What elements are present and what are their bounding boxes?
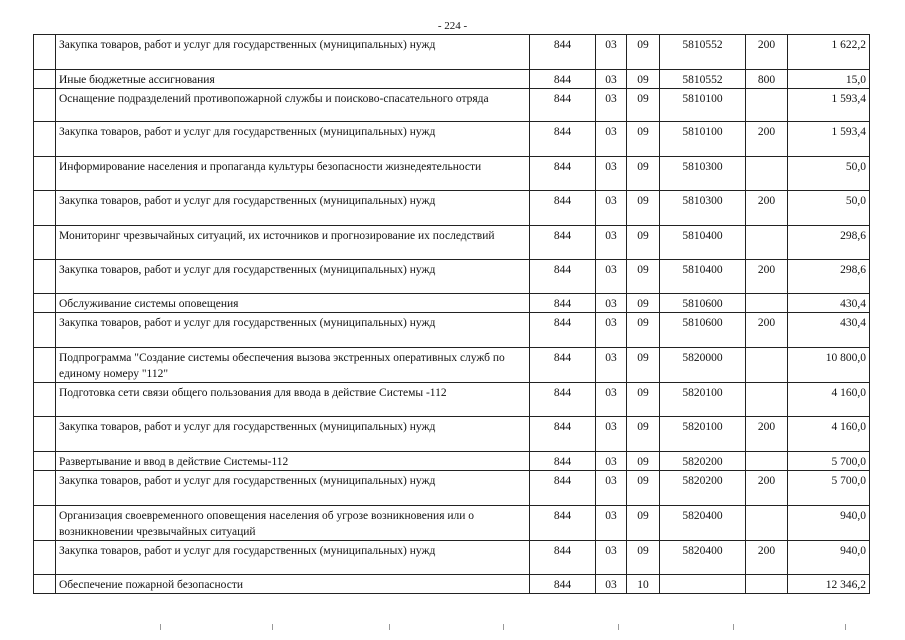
row-csr: 5810600 xyxy=(660,313,746,348)
row-name: Подпрограмма "Создание системы обеспечения вызова экстренных оперативных служб по единому номеру "112" xyxy=(56,348,530,383)
row-pr: 09 xyxy=(627,70,660,89)
row-csr: 5820000 xyxy=(660,348,746,383)
row-vr xyxy=(746,506,788,541)
row-index-cell xyxy=(34,471,56,506)
row-rz: 03 xyxy=(596,122,627,157)
row-index-cell xyxy=(34,260,56,294)
row-index-cell xyxy=(34,89,56,122)
row-csr: 5810100 xyxy=(660,89,746,122)
row-ved: 844 xyxy=(530,541,596,575)
row-sum: 10 800,0 xyxy=(788,348,870,383)
row-name: Закупка товаров, работ и услуг для государственных (муниципальных) нужд xyxy=(56,417,530,452)
row-index-cell xyxy=(34,191,56,226)
row-ved: 844 xyxy=(530,575,596,594)
row-csr: 5810300 xyxy=(660,157,746,191)
row-pr: 09 xyxy=(627,313,660,348)
row-rz: 03 xyxy=(596,89,627,122)
row-pr: 09 xyxy=(627,506,660,541)
row-rz: 03 xyxy=(596,575,627,594)
row-vr xyxy=(746,226,788,260)
row-pr: 09 xyxy=(627,35,660,70)
row-name: Закупка товаров, работ и услуг для государственных (муниципальных) нужд xyxy=(56,471,530,506)
row-name: Закупка товаров, работ и услуг для государственных (муниципальных) нужд xyxy=(56,541,530,575)
row-rz: 03 xyxy=(596,471,627,506)
row-rz: 03 xyxy=(596,313,627,348)
row-name: Оснащение подразделений противопожарной службы и поисково-спасательного отряда xyxy=(56,89,530,122)
scan-mark xyxy=(389,624,390,630)
row-csr: 5820100 xyxy=(660,383,746,417)
table-row xyxy=(34,35,870,70)
row-vr: 200 xyxy=(746,35,788,70)
row-ved: 844 xyxy=(530,506,596,541)
row-csr: 5810552 xyxy=(660,35,746,70)
row-sum: 940,0 xyxy=(788,541,870,575)
row-rz: 03 xyxy=(596,541,627,575)
row-name: Закупка товаров, работ и услуг для государственных (муниципальных) нужд xyxy=(56,313,530,348)
row-csr: 5820100 xyxy=(660,417,746,452)
table-row xyxy=(34,383,870,417)
table-row xyxy=(34,260,870,294)
row-ved: 844 xyxy=(530,452,596,471)
row-rz: 03 xyxy=(596,260,627,294)
page-number: - 224 - xyxy=(437,20,468,32)
row-index-cell xyxy=(34,383,56,417)
row-ved: 844 xyxy=(530,157,596,191)
row-csr: 5810300 xyxy=(660,191,746,226)
table-row xyxy=(34,348,870,383)
row-name: Обслуживание системы оповещения xyxy=(56,294,530,313)
row-vr xyxy=(746,294,788,313)
row-ved: 844 xyxy=(530,471,596,506)
row-sum: 5 700,0 xyxy=(788,452,870,471)
row-index-cell xyxy=(34,157,56,191)
row-sum: 50,0 xyxy=(788,191,870,226)
row-name: Закупка товаров, работ и услуг для государственных (муниципальных) нужд xyxy=(56,35,530,70)
budget-table-body xyxy=(34,35,870,594)
row-rz: 03 xyxy=(596,417,627,452)
row-pr: 09 xyxy=(627,260,660,294)
row-pr: 09 xyxy=(627,294,660,313)
row-name: Организация своевременного оповещения населения об угрозе возникновения или о возникновении чрезвычайных ситуаций xyxy=(56,506,530,541)
scan-mark xyxy=(272,624,273,630)
row-csr: 5820200 xyxy=(660,471,746,506)
table-row xyxy=(34,191,870,226)
row-sum: 940,0 xyxy=(788,506,870,541)
row-index-cell xyxy=(34,506,56,541)
row-ved: 844 xyxy=(530,294,596,313)
row-sum: 430,4 xyxy=(788,294,870,313)
table-row xyxy=(34,313,870,348)
row-rz: 03 xyxy=(596,191,627,226)
row-sum: 1 622,2 xyxy=(788,35,870,70)
table-row xyxy=(34,89,870,122)
row-index-cell xyxy=(34,122,56,157)
row-rz: 03 xyxy=(596,35,627,70)
table-row xyxy=(34,541,870,575)
row-pr: 09 xyxy=(627,541,660,575)
table-row xyxy=(34,157,870,191)
row-sum: 12 346,2 xyxy=(788,575,870,594)
row-ved: 844 xyxy=(530,260,596,294)
scan-mark xyxy=(845,624,846,630)
row-sum: 298,6 xyxy=(788,226,870,260)
row-ved: 844 xyxy=(530,226,596,260)
row-index-cell xyxy=(34,313,56,348)
row-sum: 430,4 xyxy=(788,313,870,348)
row-index-cell xyxy=(34,348,56,383)
row-rz: 03 xyxy=(596,157,627,191)
row-vr xyxy=(746,89,788,122)
table-row xyxy=(34,452,870,471)
row-rz: 03 xyxy=(596,452,627,471)
row-name: Информирование населения и пропаганда культуры безопасности жизнедеятельности xyxy=(56,157,530,191)
row-csr: 5820200 xyxy=(660,452,746,471)
row-vr: 200 xyxy=(746,541,788,575)
row-name: Иные бюджетные ассигнования xyxy=(56,70,530,89)
row-rz: 03 xyxy=(596,348,627,383)
row-sum: 4 160,0 xyxy=(788,383,870,417)
row-sum: 5 700,0 xyxy=(788,471,870,506)
row-vr xyxy=(746,348,788,383)
row-index-cell xyxy=(34,70,56,89)
row-name: Мониторинг чрезвычайных ситуаций, их источников и прогнозирование их последствий xyxy=(56,226,530,260)
row-pr: 09 xyxy=(627,191,660,226)
row-name: Закупка товаров, работ и услуг для государственных (муниципальных) нужд xyxy=(56,191,530,226)
row-pr: 09 xyxy=(627,471,660,506)
row-csr: 5810100 xyxy=(660,122,746,157)
row-index-cell xyxy=(34,226,56,260)
row-index-cell xyxy=(34,575,56,594)
row-csr xyxy=(660,575,746,594)
row-vr: 200 xyxy=(746,122,788,157)
row-rz: 03 xyxy=(596,383,627,417)
scan-mark xyxy=(503,624,504,630)
scan-mark xyxy=(618,624,619,630)
row-name: Обеспечение пожарной безопасности xyxy=(56,575,530,594)
row-rz: 03 xyxy=(596,70,627,89)
row-name: Закупка товаров, работ и услуг для государственных (муниципальных) нужд xyxy=(56,122,530,157)
table-row xyxy=(34,70,870,89)
table-row xyxy=(34,417,870,452)
row-rz: 03 xyxy=(596,506,627,541)
row-sum: 4 160,0 xyxy=(788,417,870,452)
row-pr: 09 xyxy=(627,89,660,122)
row-pr: 10 xyxy=(627,575,660,594)
row-ved: 844 xyxy=(530,191,596,226)
row-vr xyxy=(746,157,788,191)
row-pr: 09 xyxy=(627,157,660,191)
row-index-cell xyxy=(34,417,56,452)
row-csr: 5820400 xyxy=(660,541,746,575)
row-csr: 5810400 xyxy=(660,226,746,260)
table-row xyxy=(34,226,870,260)
row-vr: 200 xyxy=(746,471,788,506)
scan-edge-marks xyxy=(0,620,905,640)
row-sum: 298,6 xyxy=(788,260,870,294)
row-name: Подготовка сети связи общего пользования для ввода в действие Системы -112 xyxy=(56,383,530,417)
row-pr: 09 xyxy=(627,122,660,157)
table-row xyxy=(34,575,870,594)
row-pr: 09 xyxy=(627,417,660,452)
scan-mark xyxy=(733,624,734,630)
row-ved: 844 xyxy=(530,70,596,89)
row-vr: 200 xyxy=(746,260,788,294)
row-vr: 200 xyxy=(746,191,788,226)
row-csr: 5810552 xyxy=(660,70,746,89)
row-sum: 1 593,4 xyxy=(788,122,870,157)
row-pr: 09 xyxy=(627,452,660,471)
row-index-cell xyxy=(34,35,56,70)
row-csr: 5810600 xyxy=(660,294,746,313)
table-row xyxy=(34,122,870,157)
row-sum: 15,0 xyxy=(788,70,870,89)
table-row xyxy=(34,506,870,541)
row-ved: 844 xyxy=(530,89,596,122)
row-name: Закупка товаров, работ и услуг для государственных (муниципальных) нужд xyxy=(56,260,530,294)
row-index-cell xyxy=(34,541,56,575)
row-ved: 844 xyxy=(530,313,596,348)
row-vr: 800 xyxy=(746,70,788,89)
row-ved: 844 xyxy=(530,348,596,383)
table-row xyxy=(34,294,870,313)
budget-table xyxy=(33,34,870,594)
row-vr: 200 xyxy=(746,313,788,348)
row-name: Развертывание и ввод в действие Системы-112 xyxy=(56,452,530,471)
row-vr xyxy=(746,575,788,594)
row-index-cell xyxy=(34,294,56,313)
row-csr: 5820400 xyxy=(660,506,746,541)
row-vr xyxy=(746,452,788,471)
row-pr: 09 xyxy=(627,383,660,417)
row-index-cell xyxy=(34,452,56,471)
row-ved: 844 xyxy=(530,383,596,417)
row-ved: 844 xyxy=(530,35,596,70)
row-ved: 844 xyxy=(530,122,596,157)
row-pr: 09 xyxy=(627,348,660,383)
row-sum: 50,0 xyxy=(788,157,870,191)
row-rz: 03 xyxy=(596,294,627,313)
row-rz: 03 xyxy=(596,226,627,260)
row-sum: 1 593,4 xyxy=(788,89,870,122)
row-ved: 844 xyxy=(530,417,596,452)
scan-mark xyxy=(160,624,161,630)
row-vr xyxy=(746,383,788,417)
table-row xyxy=(34,471,870,506)
row-vr: 200 xyxy=(746,417,788,452)
row-csr: 5810400 xyxy=(660,260,746,294)
row-pr: 09 xyxy=(627,226,660,260)
